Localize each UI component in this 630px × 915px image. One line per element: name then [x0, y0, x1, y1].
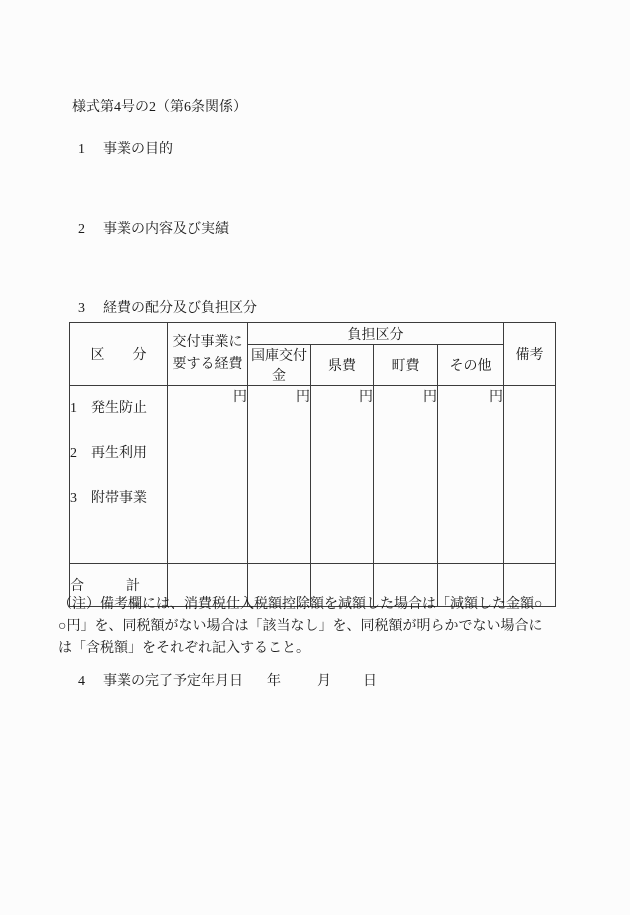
section-3-title: 経費の配分及び負担区分 — [103, 301, 257, 316]
prefecture-amount-cell: 円 — [311, 386, 374, 564]
remarks-cell-empty — [504, 386, 556, 564]
other-amount-cell: 円 — [438, 386, 504, 564]
header-national-treasury-grant: 国庫交付金 — [248, 345, 311, 386]
header-remarks: 備考 — [504, 323, 556, 386]
expense-allocation-table — [69, 322, 556, 607]
completion-day-label: 日 — [363, 674, 377, 689]
section-1-heading — [78, 141, 173, 159]
section-3-number: 3 — [78, 301, 85, 316]
section-4-title: 事業の完了予定年月日 — [103, 674, 243, 689]
form-number-label: 様式第4号の2（第6条関係） — [72, 100, 247, 115]
completion-year-label: 年 — [267, 674, 281, 689]
treasury-amount-cell: 円 — [248, 386, 311, 564]
expense-amount-cell: 円 — [168, 386, 248, 564]
section-2-title: 事業の内容及び実績 — [103, 222, 229, 237]
header-required-expense-line1: 交付事業に — [172, 335, 243, 350]
town-amount-cell: 円 — [374, 386, 438, 564]
section-4-number: 4 — [78, 674, 85, 689]
category-item-prevention: 1 発生防止 — [70, 401, 147, 416]
note-paragraph — [58, 594, 583, 660]
section-2-heading — [78, 221, 229, 239]
header-required-expense — [168, 323, 248, 386]
note-line-2: ○円」を、同税額がない場合は「該当なし」を、同税額が明らかでない場合に — [58, 619, 543, 634]
category-items-cell — [70, 386, 168, 564]
section-1-title: 事業の目的 — [103, 142, 173, 157]
header-category: 区 分 — [70, 323, 168, 386]
header-required-expense-line2: 要する経費 — [172, 357, 243, 372]
header-other: その他 — [438, 345, 504, 386]
total-label-cell: 合 計 — [70, 564, 168, 607]
section-4-heading — [78, 673, 377, 691]
header-burden-group: 負担区分 — [248, 323, 504, 345]
header-town-expense: 町費 — [374, 345, 438, 386]
category-item-recycling: 2 再生利用 — [70, 446, 147, 461]
note-line-1: （注）備考欄には、消費税仕入税額控除額を減額した場合は「減額した金額○ — [58, 597, 543, 612]
category-item-incidental: 3 附帯事業 — [70, 491, 147, 506]
header-prefecture-expense: 県費 — [311, 345, 374, 386]
section-1-number: 1 — [78, 142, 85, 157]
section-3-heading — [78, 300, 257, 318]
completion-month-label: 月 — [317, 674, 331, 689]
section-2-number: 2 — [78, 222, 85, 237]
note-line-3: は「含税額」をそれぞれ記入すること。 — [58, 641, 310, 656]
